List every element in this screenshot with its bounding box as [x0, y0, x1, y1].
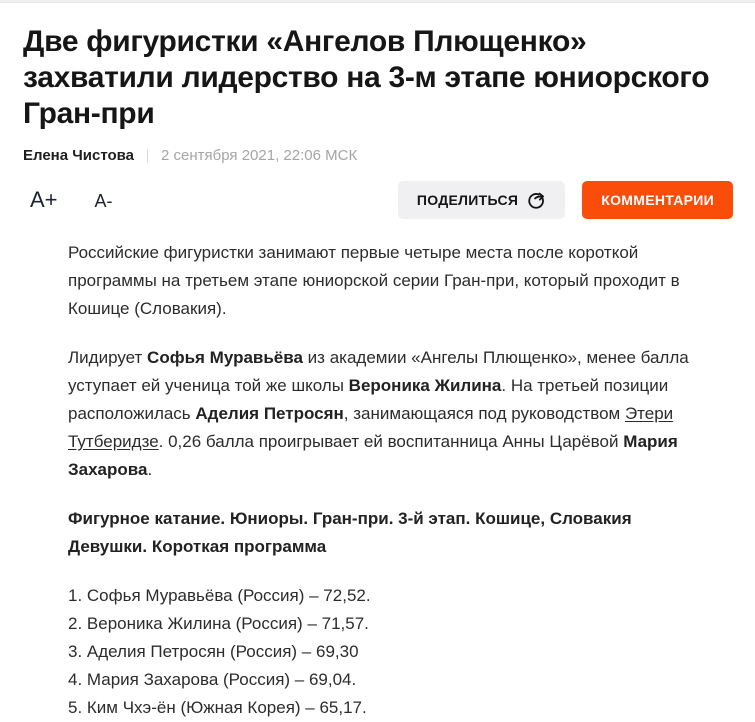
byline-separator — [147, 149, 148, 163]
article-body — [68, 239, 698, 722]
body-text: Российские фигуристки занимают первые четыре места после короткой программы на третьем этапе юниорской серии Гран-при, который проходит в Кошице (Словакия). — [68, 243, 680, 318]
body-text: , занимающаяся под руководством — [343, 404, 625, 423]
bold-text: Мария Захарова — [68, 432, 678, 479]
page-top-divider — [0, 0, 755, 3]
result-item: 5. Ким Чхэ-ён (Южная Корея) – 65,17. — [68, 698, 367, 717]
font-size-controls — [23, 189, 113, 211]
toolbar-actions — [398, 181, 733, 219]
body-text: . — [147, 460, 153, 479]
publish-date: 2 сентября 2021, 22:06 МСК — [161, 147, 358, 164]
comments-button[interactable]: КОММЕНТАРИИ — [582, 181, 733, 219]
bold-text: Вероника Жилина — [348, 376, 502, 395]
paragraph-lead — [68, 239, 698, 323]
inline-link[interactable]: Этери Тутберидзе — [68, 404, 674, 451]
share-export-icon — [527, 191, 546, 210]
result-item: 1. Софья Муравьёва (Россия) – 72,52. — [68, 586, 371, 605]
font-increase-button[interactable]: A+ — [30, 187, 58, 212]
bold-text: Аделия Петросян — [195, 404, 344, 423]
share-button[interactable] — [398, 181, 565, 219]
body-text: . 0,26 балла проигрывает ей воспитанница Анны Царёвой — [158, 432, 624, 451]
results-list — [68, 582, 698, 722]
results-heading-line2: Девушки. Короткая программа — [68, 537, 327, 556]
author-name[interactable]: Елена Чистова — [23, 147, 135, 164]
article — [0, 24, 755, 722]
body-text: . На третьей позиции расположилась — [68, 376, 669, 423]
article-toolbar — [23, 181, 733, 219]
share-button-label: ПОДЕЛИТЬСЯ — [416, 192, 519, 208]
results-heading — [68, 505, 698, 561]
result-item: 3. Аделия Петросян (Россия) – 69,30 — [68, 642, 359, 661]
body-text: из академии «Ангелы Плющенко», менее балла уступает ей ученица той же школы — [68, 348, 689, 395]
bold-text: Софья Муравьёва — [147, 348, 303, 367]
byline — [23, 147, 733, 164]
font-decrease-button[interactable]: A- — [94, 191, 113, 211]
page-title: Две фигуристки «Ангелов Плющенко» захватили лидерство на 3-м этапе юниорского Гран-при — [23, 25, 710, 130]
body-text: Лидирует — [68, 348, 148, 367]
results-heading-line1: Фигурное катание. Юниоры. Гран-при. 3-й этап. Кошице, Словакия — [68, 509, 632, 528]
paragraph-standings — [68, 344, 698, 484]
result-item: 4. Мария Захарова (Россия) – 69,04. — [68, 670, 357, 689]
result-item: 2. Вероника Жилина (Россия) – 71,57. — [68, 614, 369, 633]
